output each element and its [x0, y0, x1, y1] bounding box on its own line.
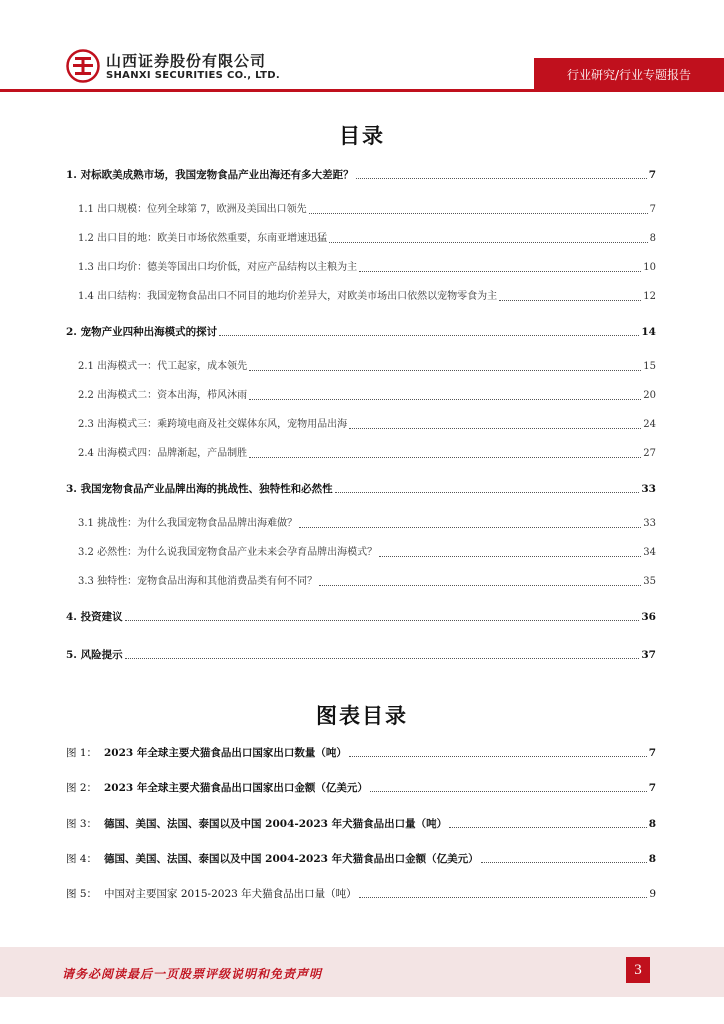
- toc-entry[interactable]: 3.2 必然性：为什么说我国宠物食品产业未来会孕育品牌出海模式？ 34: [78, 547, 656, 558]
- figure-entry[interactable]: 图 2： 2023 年全球主要犬猫食品出口国家出口金额（亿美元） 7: [66, 782, 656, 794]
- toc-entry[interactable]: 2.3 出海模式三：乘跨境电商及社交媒体东风，宠物用品出海 24: [78, 419, 656, 430]
- toc-entry[interactable]: 2.4 出海模式四：品牌渐起，产品制胜 27: [78, 448, 656, 459]
- figure-entry[interactable]: 图 3： 德国、美国、法国、泰国以及中国 2004-2023 年犬猫食品出口量（吨） 8: [66, 818, 656, 830]
- toc-entry[interactable]: 1.3 出口均价：德美等国出口均价低，对应产品结构以主粮为主 10: [78, 262, 656, 273]
- toc-entry[interactable]: 4. 投资建议 36: [66, 611, 656, 623]
- toc-entry[interactable]: 3.1 挑战性：为什么我国宠物食品品牌出海难做？ 33: [78, 518, 656, 529]
- report-type-badge: 行业研究/行业专题报告: [534, 58, 724, 90]
- figure-entry[interactable]: 图 5： 中国对主要国家 2015-2023 年犬猫食品出口量（吨） 9: [66, 888, 656, 900]
- page-footer: [0, 947, 724, 997]
- toc-title: 目录: [339, 124, 385, 148]
- figure-entry[interactable]: 图 1： 2023 年全球主要犬猫食品出口国家出口数量（吨） 7: [66, 747, 656, 759]
- toc-entry[interactable]: 1.4 出口结构：我国宠物食品出口不同目的地均价差异大，对欧美市场出口依然以宠物零食为主 12: [78, 291, 656, 302]
- company-name-en: SHANXI SECURITIES CO., LTD.: [106, 70, 280, 81]
- toc-entry[interactable]: 1.2 出口目的地：欧美日市场依然重要，东南亚增速迅猛 8: [78, 233, 656, 244]
- page-header: [0, 0, 724, 100]
- toc-entry[interactable]: 5. 风险提示 37: [66, 649, 656, 661]
- page-number: 3: [626, 957, 650, 983]
- figure-entry[interactable]: 图 4： 德国、美国、法国、泰国以及中国 2004-2023 年犬猫食品出口金额（亿美元） 8: [66, 853, 656, 865]
- company-name-cn: 山西证券股份有限公司: [106, 52, 267, 70]
- toc-entry[interactable]: 1. 对标欧美成熟市场，我国宠物食品产业出海还有多大差距？ 7: [66, 169, 656, 181]
- toc-entry[interactable]: 3.3 独特性：宠物食品出海和其他消费品类有何不同？ 35: [78, 576, 656, 587]
- toc-entry[interactable]: 2.2 出海模式二：资本出海，栉风沐雨 20: [78, 390, 656, 401]
- toc-entry[interactable]: 3. 我国宠物食品产业品牌出海的挑战性、独特性和必然性 33: [66, 483, 656, 495]
- toc-entry[interactable]: 2. 宠物产业四种出海模式的探讨 14: [66, 326, 656, 338]
- company-logo-icon: [66, 49, 100, 83]
- figures-title: 图表目录: [316, 704, 408, 728]
- disclaimer-text: 请务必阅读最后一页股票评级说明和免责声明: [62, 967, 323, 981]
- toc-entry[interactable]: 1.1 出口规模：位列全球第 7，欧洲及美国出口领先 7: [78, 204, 656, 215]
- toc-entry[interactable]: 2.1 出海模式一：代工起家，成本领先 15: [78, 361, 656, 372]
